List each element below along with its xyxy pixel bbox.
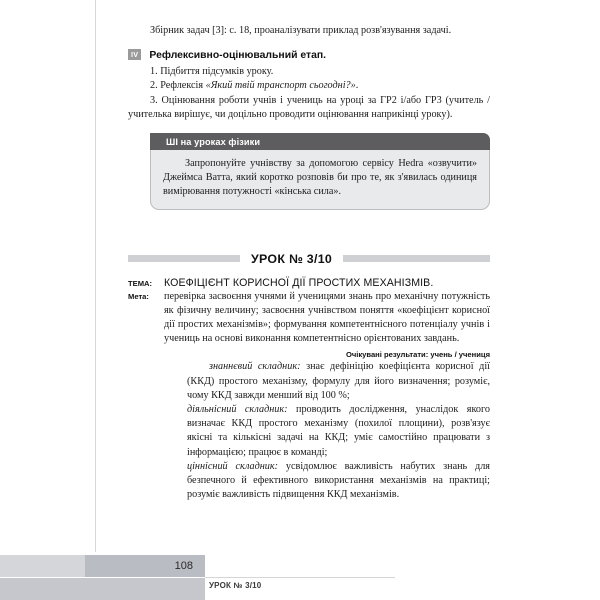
result-text: знає дефініцію коефіцієнта корисної дії (ККД) простого механізму, формулу для його визначення; розуміє, чому ККД завжди менший від 100 %; <box>187 361 490 401</box>
stage-heading <box>128 50 490 61</box>
stage-number-chip: IV <box>128 49 141 60</box>
result-lead: ціннісний складник: <box>187 460 279 472</box>
stage-step-2-prefix: 2. Рефлексія <box>150 80 206 92</box>
result-text: усвідомлює важливість набутих знань для безпечного й ефективного використання механізмів на практиці; розуміє важливість підвищення ККД механізмів. <box>187 460 490 501</box>
stage-step-2-tail: . <box>355 80 359 92</box>
page-number: 108 <box>174 560 193 572</box>
footer-rule <box>205 577 395 578</box>
result-item <box>187 403 490 460</box>
stage-step-2-italic: «Який твій транспорт сьогодні?» <box>205 80 356 92</box>
stage-step-1: 1. Підбиття підсумків уроку. <box>150 66 274 78</box>
banner-rule-right <box>343 255 490 262</box>
footer-strip-left <box>0 555 86 577</box>
theme-field <box>128 277 490 289</box>
page-footer <box>0 555 600 600</box>
expected-results-label: Очікувані результати: учень / учениця <box>345 350 490 360</box>
result-text: проводить дослідження, унаслідок якого визначає ККД простого механізму (похилої площини), розв'язує якісні та кількісні задачі на ККД; уміє самостійно працювати з інформацією; працює в команді; <box>187 404 490 458</box>
result-lead: знаннєвий складник: <box>209 361 301 373</box>
ai-callout-box <box>150 133 490 210</box>
intro-paragraph: Збірник задач [3]: с. 18, проаналізувати приклад розв'язування задачі. <box>150 25 452 36</box>
result-lead: діяльнісний складник: <box>187 404 288 416</box>
aim-label: Мета: <box>128 291 149 301</box>
theme-value: КОЕФІЦІЄНТ КОРИСНОЇ ДІЇ ПРОСТИХ МЕХАНІЗМІВ. <box>164 276 434 289</box>
footer-page-tab-lower <box>85 578 205 600</box>
aim-value: перевірка засвоєння учнями й ученицями знань про механічну потужність як фізичну величину; засвоєння учнівством поняття «коефіцієнт корисної дії простих механізмів»; формування компетентнісного потенціалу учнів і учениць на основі виконання компетентнісно орієнтованих завдань. <box>164 290 490 345</box>
footer-strip-left-lower <box>0 578 86 600</box>
theme-label: ТЕМА: <box>128 278 153 288</box>
stage-step-2 <box>128 79 490 93</box>
ai-callout-body <box>150 150 490 210</box>
banner-rule-left <box>128 255 240 262</box>
page-edge-rule <box>95 0 96 552</box>
lesson-banner <box>128 252 490 266</box>
ai-callout-text: Запропонуйте учнівству за допомогою сервісу Hedra «озвучити» Джеймса Ватта, який коротко розповів би про те, як з'явилась одиниця вимірювання потужності «кінська сила». <box>163 158 477 198</box>
ai-callout-header: ШІ на уроках фізики <box>150 133 490 151</box>
page-content <box>128 24 490 502</box>
stage-title-text: Рефлексивно-оцінювальний етап. <box>149 50 327 62</box>
lesson-banner-title: УРОК № 3/10 <box>251 251 333 266</box>
result-item <box>187 460 490 503</box>
result-item <box>187 360 490 403</box>
stage-steps-list <box>128 65 490 122</box>
expected-results-body <box>187 360 490 502</box>
stage-step-3: 3. Оцінювання роботи учнів і учениць на уроці за ГР2 і/або ГР3 (учитель / учителька вирішує, чи доцільно проводити оцінювання наприкінці уроку). <box>128 94 490 120</box>
aim-field <box>128 290 490 347</box>
footer-caption: УРОК № 3/10 <box>209 581 262 590</box>
